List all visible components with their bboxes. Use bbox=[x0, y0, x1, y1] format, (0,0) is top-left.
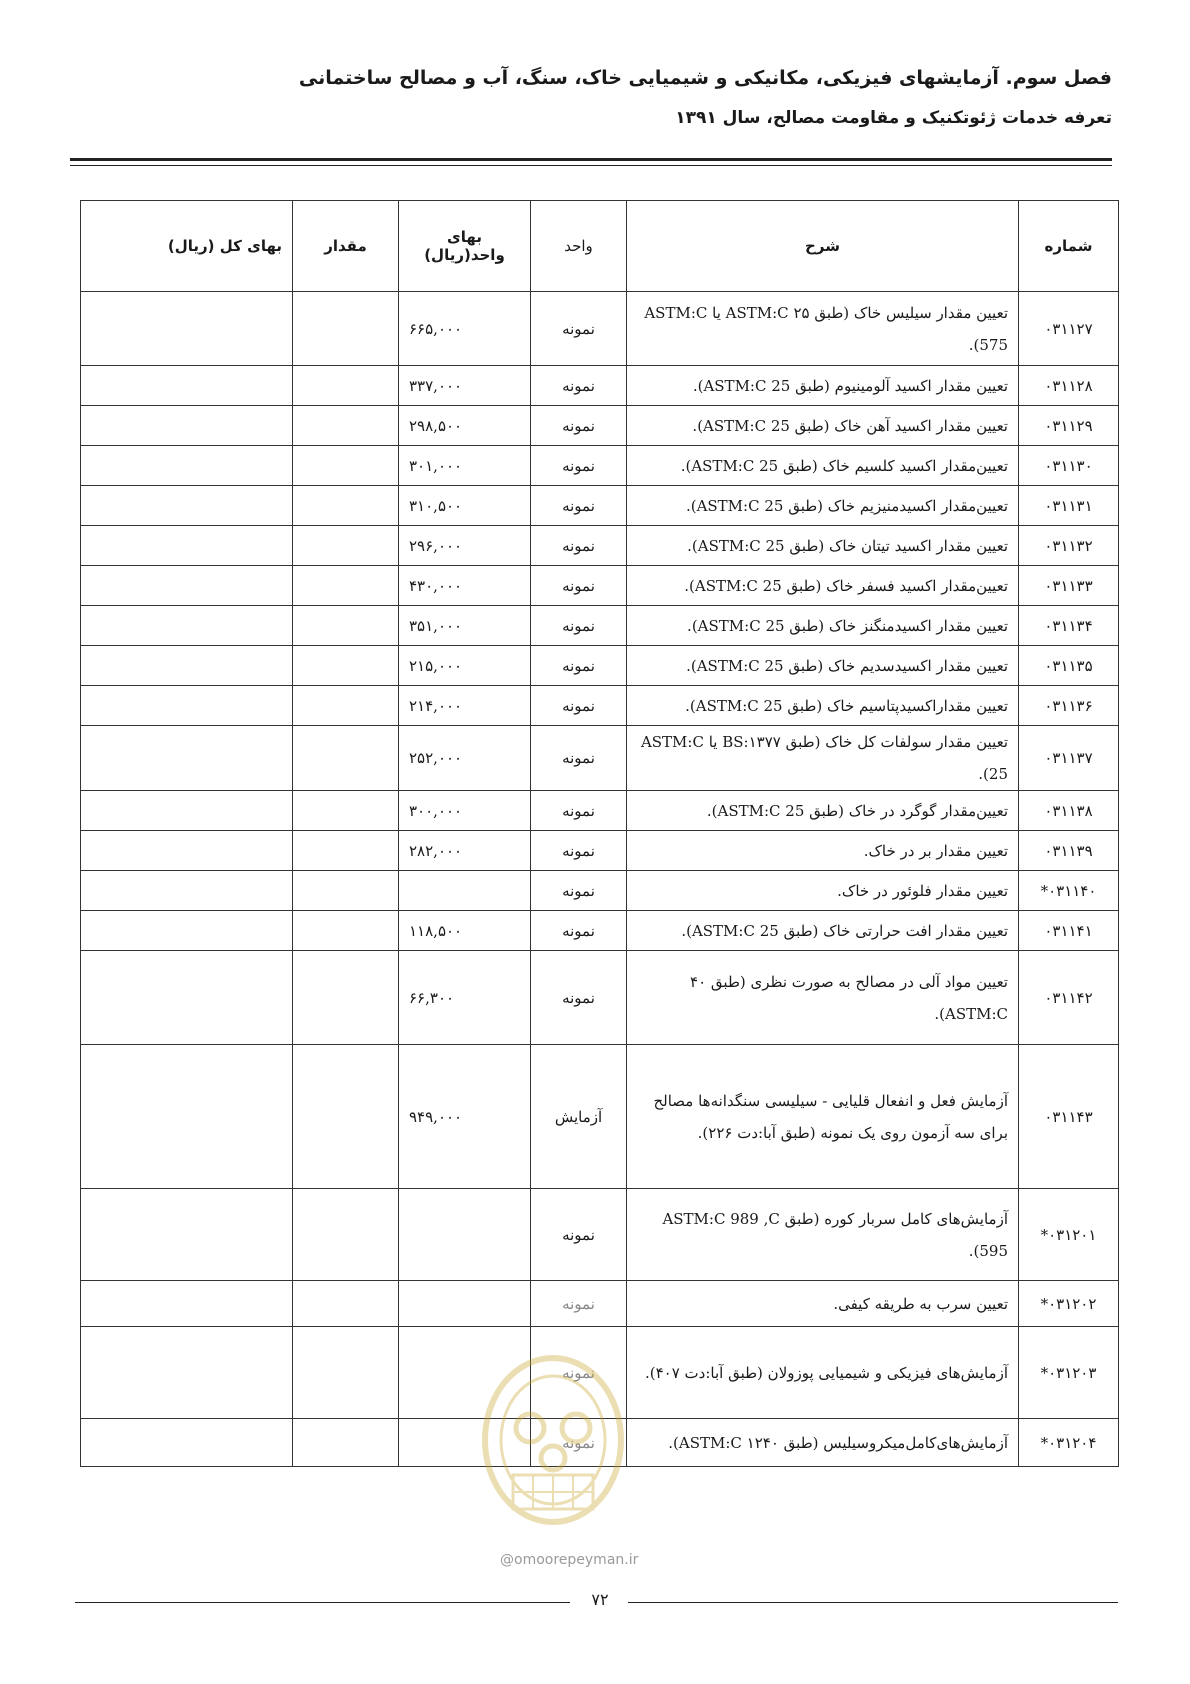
row-quantity bbox=[293, 566, 399, 606]
table-row bbox=[81, 292, 1119, 366]
row-quantity bbox=[293, 486, 399, 526]
row-unit: نمونه bbox=[531, 1327, 627, 1419]
row-code: ۰۳۱۱۳۸ bbox=[1019, 791, 1119, 831]
row-description: آزمایش‌های‌کامل‌میکروسیلیس (طبق ۱۲۴۰ ASTM:C). bbox=[627, 1419, 1019, 1467]
row-unit: نمونه bbox=[531, 406, 627, 446]
header-rule-thick bbox=[70, 158, 1112, 161]
row-total bbox=[81, 526, 293, 566]
header-unit: واحد bbox=[531, 201, 627, 292]
row-code: ۰۳۱۱۴۲ bbox=[1019, 951, 1119, 1045]
table-row bbox=[81, 526, 1119, 566]
row-unit-price: ۹۴۹,۰۰۰ bbox=[399, 1045, 531, 1189]
row-code: ۰۳۱۱۴۳ bbox=[1019, 1045, 1119, 1189]
row-description: تعیین مقدار سولفات کل خاک (طبق BS:۱۳۷۷ یا ASTM:C 25). bbox=[627, 726, 1019, 791]
header-code: شماره bbox=[1019, 201, 1119, 292]
row-unit: نمونه bbox=[531, 526, 627, 566]
row-quantity bbox=[293, 831, 399, 871]
row-unit: نمونه bbox=[531, 726, 627, 791]
table-row bbox=[81, 1281, 1119, 1327]
row-quantity bbox=[293, 686, 399, 726]
row-total bbox=[81, 446, 293, 486]
row-total bbox=[81, 1327, 293, 1419]
row-unit-price bbox=[399, 1281, 531, 1327]
row-unit-price: ۳۵۱,۰۰۰ bbox=[399, 606, 531, 646]
row-unit-price: ۲۱۴,۰۰۰ bbox=[399, 686, 531, 726]
row-total bbox=[81, 606, 293, 646]
row-quantity bbox=[293, 1189, 399, 1281]
row-total bbox=[81, 1419, 293, 1467]
row-unit-price: ۱۱۸,۵۰۰ bbox=[399, 911, 531, 951]
row-unit: نمونه bbox=[531, 446, 627, 486]
row-quantity bbox=[293, 526, 399, 566]
row-quantity bbox=[293, 1045, 399, 1189]
table-header-row bbox=[81, 201, 1119, 292]
row-code: ۰۳۱۱۳۲ bbox=[1019, 526, 1119, 566]
page-number: ۷۲ bbox=[591, 1590, 609, 1609]
row-unit: نمونه bbox=[531, 646, 627, 686]
row-unit-price bbox=[399, 1419, 531, 1467]
row-description: تعیین مواد آلی در مصالح به صورت نظری (طبق ۴۰ ASTM:C). bbox=[627, 951, 1019, 1045]
row-total bbox=[81, 646, 293, 686]
row-unit: نمونه bbox=[531, 871, 627, 911]
row-description: تعیین‌مقدار گوگرد در خاک (طبق ASTM:C 25). bbox=[627, 791, 1019, 831]
row-description: تعیین‌مقدار اکسید کلسیم خاک (طبق ASTM:C 25). bbox=[627, 446, 1019, 486]
row-total bbox=[81, 566, 293, 606]
row-description: تعیین مقدار اکسید آهن خاک (طبق ASTM:C 25). bbox=[627, 406, 1019, 446]
row-description: آزمایش‌های فیزیکی و شیمیایی پوزولان (طبق آبا:دت ۴۰۷). bbox=[627, 1327, 1019, 1419]
row-total bbox=[81, 911, 293, 951]
row-code: ۰۳۱۲۰۳* bbox=[1019, 1327, 1119, 1419]
row-total bbox=[81, 791, 293, 831]
row-code: ۰۳۱۱۲۷ bbox=[1019, 292, 1119, 366]
row-unit-price: ۳۱۰,۵۰۰ bbox=[399, 486, 531, 526]
row-unit: نمونه bbox=[531, 1189, 627, 1281]
row-unit-price: ۶۶,۳۰۰ bbox=[399, 951, 531, 1045]
row-quantity bbox=[293, 606, 399, 646]
row-unit-price: ۲۱۵,۰۰۰ bbox=[399, 646, 531, 686]
row-total bbox=[81, 406, 293, 446]
footer-rule-left bbox=[75, 1602, 570, 1603]
row-description: تعیین‌مقدار اکسیدمنیزیم خاک (طبق ASTM:C 25). bbox=[627, 486, 1019, 526]
row-unit: نمونه bbox=[531, 366, 627, 406]
row-unit-price: ۲۹۶,۰۰۰ bbox=[399, 526, 531, 566]
table-row bbox=[81, 446, 1119, 486]
table-row bbox=[81, 951, 1119, 1045]
header-total: بهای کل (ریال) bbox=[81, 201, 293, 292]
row-total bbox=[81, 292, 293, 366]
row-unit: نمونه bbox=[531, 566, 627, 606]
row-code: ۰۳۱۱۳۳ bbox=[1019, 566, 1119, 606]
row-code: ۰۳۱۱۲۹ bbox=[1019, 406, 1119, 446]
table-row bbox=[81, 646, 1119, 686]
row-quantity bbox=[293, 911, 399, 951]
row-code: ۰۳۱۲۰۱* bbox=[1019, 1189, 1119, 1281]
table-row bbox=[81, 406, 1119, 446]
row-quantity bbox=[293, 446, 399, 486]
row-unit-price: ۲۸۲,۰۰۰ bbox=[399, 831, 531, 871]
row-description: تعیین مقدار فلوئور در خاک. bbox=[627, 871, 1019, 911]
row-total bbox=[81, 726, 293, 791]
row-unit: نمونه bbox=[531, 1419, 627, 1467]
row-description: تعیین مقدار اکسیدسدیم خاک (طبق ASTM:C 25). bbox=[627, 646, 1019, 686]
table-row bbox=[81, 871, 1119, 911]
chapter-title: فصل سوم. آزمایشهای فیزیکی، مکانیکی و شیمیایی خاک، سنگ، آب و مصالح ساختمانی bbox=[298, 67, 1112, 89]
row-unit: نمونه bbox=[531, 791, 627, 831]
row-total bbox=[81, 686, 293, 726]
row-unit-price: ۳۳۷,۰۰۰ bbox=[399, 366, 531, 406]
row-description: تعیین مقدار بر در خاک. bbox=[627, 831, 1019, 871]
row-code: ۰۳۱۲۰۴* bbox=[1019, 1419, 1119, 1467]
table-row bbox=[81, 1045, 1119, 1189]
row-unit: نمونه bbox=[531, 951, 627, 1045]
table-row bbox=[81, 606, 1119, 646]
row-description: تعیین سرب به طریقه کیفی. bbox=[627, 1281, 1019, 1327]
table-row bbox=[81, 1327, 1119, 1419]
row-unit-price: ۴۳۰,۰۰۰ bbox=[399, 566, 531, 606]
row-description: تعیین مقدار اکسید تیتان خاک (طبق ASTM:C 25). bbox=[627, 526, 1019, 566]
table-row bbox=[81, 726, 1119, 791]
table-row bbox=[81, 911, 1119, 951]
row-total bbox=[81, 831, 293, 871]
row-total bbox=[81, 871, 293, 911]
row-quantity bbox=[293, 406, 399, 446]
row-unit: نمونه bbox=[531, 486, 627, 526]
watermark-site: @omoorepeyman.ir bbox=[500, 1552, 639, 1568]
row-description: تعیین مقدار سیلیس خاک (طبق ۲۵ ASTM:C یا ASTM:C 575). bbox=[627, 292, 1019, 366]
row-total bbox=[81, 1281, 293, 1327]
row-unit: نمونه bbox=[531, 831, 627, 871]
row-unit-price: ۲۵۲,۰۰۰ bbox=[399, 726, 531, 791]
table-row bbox=[81, 686, 1119, 726]
row-unit-price: ۲۹۸,۵۰۰ bbox=[399, 406, 531, 446]
row-unit-price bbox=[399, 1327, 531, 1419]
row-quantity bbox=[293, 951, 399, 1045]
page-header bbox=[70, 58, 1112, 138]
row-total bbox=[81, 1045, 293, 1189]
row-quantity bbox=[293, 646, 399, 686]
document-subtitle: تعرفه خدمات ژئوتکنیک و مقاومت مصالح، سال ۱۳۹۱ bbox=[675, 108, 1112, 128]
table-row bbox=[81, 486, 1119, 526]
header-quantity: مقدار bbox=[293, 201, 399, 292]
row-code: ۰۳۱۱۳۵ bbox=[1019, 646, 1119, 686]
row-quantity bbox=[293, 726, 399, 791]
row-unit: نمونه bbox=[531, 911, 627, 951]
table-row bbox=[81, 791, 1119, 831]
row-code: ۰۳۱۱۳۶ bbox=[1019, 686, 1119, 726]
row-unit-price: ۳۰۱,۰۰۰ bbox=[399, 446, 531, 486]
row-code: ۰۳۱۱۳۰ bbox=[1019, 446, 1119, 486]
table-row bbox=[81, 831, 1119, 871]
row-code: ۰۳۱۱۳۷ bbox=[1019, 726, 1119, 791]
row-description: تعیین مقدار افت حرارتی خاک (طبق ASTM:C 25). bbox=[627, 911, 1019, 951]
row-quantity bbox=[293, 1327, 399, 1419]
row-description: تعیین مقدار اکسید آلومینیوم (طبق ASTM:C 25). bbox=[627, 366, 1019, 406]
table-row bbox=[81, 1419, 1119, 1467]
row-unit: نمونه bbox=[531, 686, 627, 726]
row-description: آزمایش‌های کامل سربار کوره (طبق ASTM:C 989 ,C 595). bbox=[627, 1189, 1019, 1281]
header-description: شرح bbox=[627, 201, 1019, 292]
row-quantity bbox=[293, 366, 399, 406]
row-quantity bbox=[293, 1281, 399, 1327]
row-code: ۰۳۱۲۰۲* bbox=[1019, 1281, 1119, 1327]
table-row bbox=[81, 566, 1119, 606]
row-quantity bbox=[293, 791, 399, 831]
header-rule-thin bbox=[70, 165, 1112, 166]
row-unit-price: ۶۶۵,۰۰۰ bbox=[399, 292, 531, 366]
row-code: ۰۳۱۱۴۰* bbox=[1019, 871, 1119, 911]
header-unit-price: بهای واحد(ریال) bbox=[399, 201, 531, 292]
row-description: تعیین‌مقدار اکسید فسفر خاک (طبق ASTM:C 25). bbox=[627, 566, 1019, 606]
row-description: آزمایش فعل و انفعال قلیایی - سیلیسی سنگدانه‌ها مصالح برای سه آزمون روی یک نمونه (طبق آبا:دت ۲۲۶). bbox=[627, 1045, 1019, 1189]
row-quantity bbox=[293, 871, 399, 911]
row-total bbox=[81, 486, 293, 526]
row-total bbox=[81, 951, 293, 1045]
row-description: تعیین مقداراکسیدپتاسیم خاک (طبق ASTM:C 25). bbox=[627, 686, 1019, 726]
row-unit: آزمایش bbox=[531, 1045, 627, 1189]
row-code: ۰۳۱۱۳۹ bbox=[1019, 831, 1119, 871]
table-row bbox=[81, 366, 1119, 406]
row-code: ۰۳۱۱۴۱ bbox=[1019, 911, 1119, 951]
row-code: ۰۳۱۱۳۱ bbox=[1019, 486, 1119, 526]
row-total bbox=[81, 1189, 293, 1281]
row-description: تعیین مقدار اکسیدمنگنز خاک (طبق ASTM:C 25). bbox=[627, 606, 1019, 646]
table-row bbox=[81, 1189, 1119, 1281]
row-code: ۰۳۱۱۲۸ bbox=[1019, 366, 1119, 406]
rates-table bbox=[80, 200, 1119, 1467]
row-unit: نمونه bbox=[531, 292, 627, 366]
row-unit-price bbox=[399, 871, 531, 911]
row-quantity bbox=[293, 1419, 399, 1467]
row-quantity bbox=[293, 292, 399, 366]
footer-rule-right bbox=[628, 1602, 1118, 1603]
row-unit-price: ۳۰۰,۰۰۰ bbox=[399, 791, 531, 831]
table-body bbox=[81, 292, 1119, 1467]
row-unit: نمونه bbox=[531, 1281, 627, 1327]
row-code: ۰۳۱۱۳۴ bbox=[1019, 606, 1119, 646]
row-total bbox=[81, 366, 293, 406]
row-unit: نمونه bbox=[531, 606, 627, 646]
row-unit-price bbox=[399, 1189, 531, 1281]
